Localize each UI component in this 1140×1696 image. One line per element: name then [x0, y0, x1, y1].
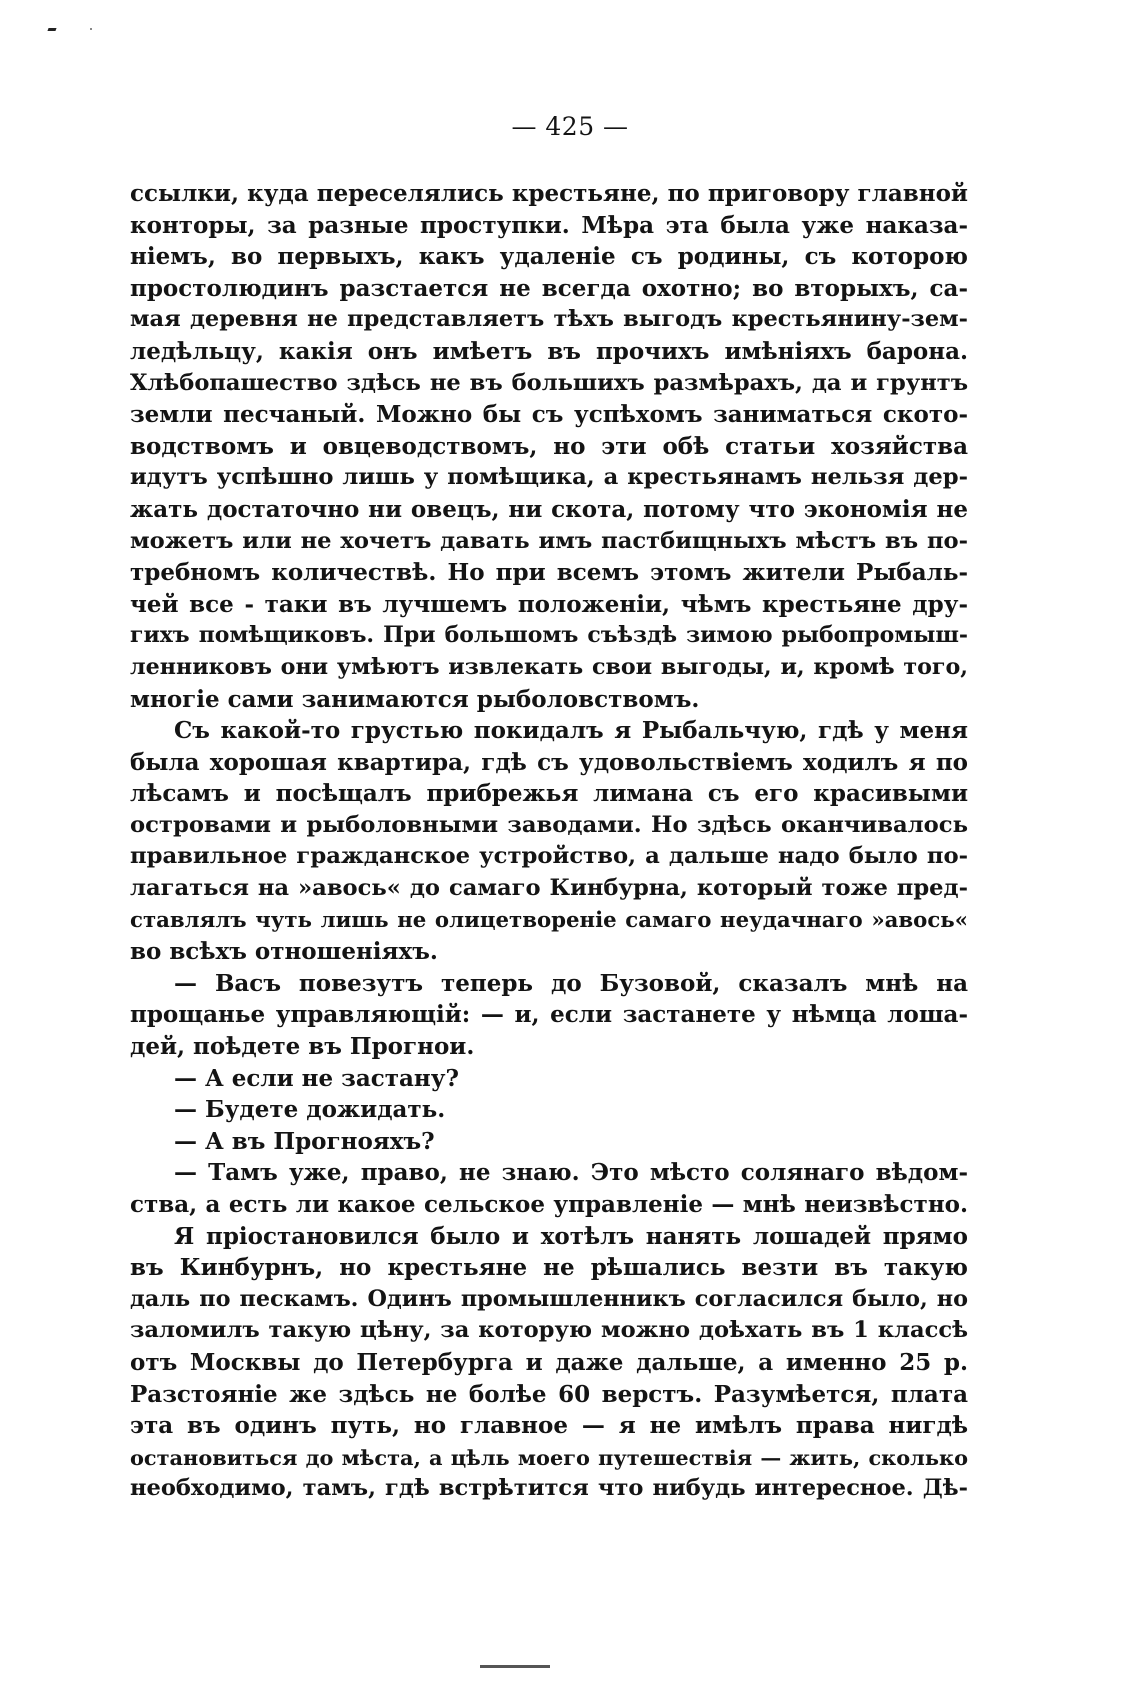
text-line: лѣсамъ и посѣщалъ прибрежья лимана съ его красивыми — [130, 780, 968, 808]
text-line: — А въ Прогнояхъ? — [174, 1127, 435, 1155]
text-line: Съ какой-то грустью покидалъ я Рыбальчую, гдѣ у меня — [174, 717, 968, 745]
text-line: дей, поѣдете въ Прогнои. — [130, 1033, 475, 1061]
text-line: прощанье управляющій: — и, если застанете у нѣмца лоша- — [130, 1001, 968, 1029]
text-line: въ Кинбурнъ, но крестьяне не рѣшались везти въ такую — [130, 1254, 968, 1282]
text-line: лагаться на »авось« до самаго Кинбурна, который тоже пред- — [130, 875, 968, 902]
text-line: водствомъ и овцеводствомъ, но эти обѣ статьи хозяйства — [130, 432, 968, 460]
text-line: идутъ успѣшно лишь у помѣщика, а крестьянамъ нельзя дер- — [130, 464, 968, 491]
text-line: чей все - таки въ лучшемъ положеніи, чѣмъ крестьяне дру- — [130, 590, 968, 618]
text-line: многіе сами занимаются рыболовствомъ. — [130, 685, 700, 713]
text-line: ленниковъ они умѣютъ извлекать свои выгоды, и, кромѣ того, — [130, 653, 968, 680]
print-mark — [47, 28, 56, 31]
page-number: — 425 — — [511, 112, 629, 141]
text-line: требномъ количествѣ. Но при всемъ этомъ жители Рыбаль- — [130, 559, 968, 587]
bottom-rule — [480, 1665, 550, 1668]
text-line: ставлялъ чуть лишь не олицетвореніе самаго неудачнаго »авось« — [130, 907, 968, 933]
text-line: ства, а есть ли какое сельское управленіе — мнѣ неизвѣстно. — [130, 1191, 968, 1218]
text-line: мая деревня не представляетъ тѣхъ выгодъ крестьянину-зем- — [130, 306, 968, 333]
text-line: можетъ или не хочетъ давать имъ пастбищныхъ мѣстъ въ по- — [130, 527, 968, 554]
text-line: — А если не застану? — [174, 1064, 459, 1092]
text-line: даль по пескамъ. Одинъ промышленникъ согласился было, но — [130, 1285, 968, 1312]
body-text — [130, 178, 968, 1505]
text-line: заломилъ такую цѣну, за которую можно доѣхать въ 1 классѣ — [130, 1317, 968, 1344]
text-line: земли песчаный. Можно бы съ успѣхомъ заниматься ското- — [130, 401, 968, 429]
text-line: простолюдинъ разстается не всегда охотно; во вторыхъ, са- — [130, 274, 968, 302]
text-line: ніемъ, во первыхъ, какъ удаленіе съ родины, съ которою — [130, 243, 968, 271]
text-line: ледѣльцу, какія онъ имѣетъ въ прочихъ имѣніяхъ барона. — [130, 337, 968, 365]
text-line: Я пріостановился было и хотѣлъ нанять лошадей прямо — [174, 1222, 968, 1250]
text-line: была хорошая квартира, гдѣ съ удовольствіемъ ходилъ я по — [130, 748, 968, 776]
print-speck — [90, 28, 92, 30]
text-line: остановиться до мѣста, а цѣль моего путешествія — жить, сколько — [130, 1444, 968, 1470]
text-line: — Васъ повезутъ теперь до Бузовой, сказалъ мнѣ на — [174, 969, 968, 997]
text-line: конторы, за разные проступки. Мѣра эта была уже наказа- — [130, 211, 968, 239]
text-line: отъ Москвы до Петербурга и даже дальше, а именно 25 р. — [130, 1348, 968, 1376]
text-line: Хлѣбопашество здѣсь не въ большихъ размѣрахъ, да и грунтъ — [130, 369, 968, 396]
text-line: правильное гражданское устройство, а дальше надо было по- — [130, 843, 968, 870]
text-line: во всѣхъ отношеніяхъ. — [130, 938, 438, 966]
text-line: островами и рыболовными заводами. Но здѣсь оканчивалось — [130, 811, 968, 838]
text-line: необходимо, тамъ, гдѣ встрѣтится что нибудь интересное. Дѣ- — [130, 1475, 968, 1502]
text-line: Разстояніе же здѣсь не болѣе 60 верстъ. Разумѣется, плата — [130, 1380, 968, 1408]
text-line: — Тамъ уже, право, не знаю. Это мѣсто солянаго вѣдом- — [174, 1159, 968, 1187]
text-line: — Будете дожидать. — [174, 1096, 446, 1124]
text-line: эта въ одинъ путь, но главное — я не имѣлъ права нигдѣ — [130, 1412, 968, 1440]
text-line: гихъ помѣщиковъ. При большомъ съѣздѣ зимою рыбопромыш- — [130, 622, 968, 649]
text-line: жать достаточно ни овецъ, ни скота, потому что экономія не — [130, 495, 968, 523]
text-line: ссылки, куда переселялись крестьяне, по приговору главной — [130, 180, 968, 207]
